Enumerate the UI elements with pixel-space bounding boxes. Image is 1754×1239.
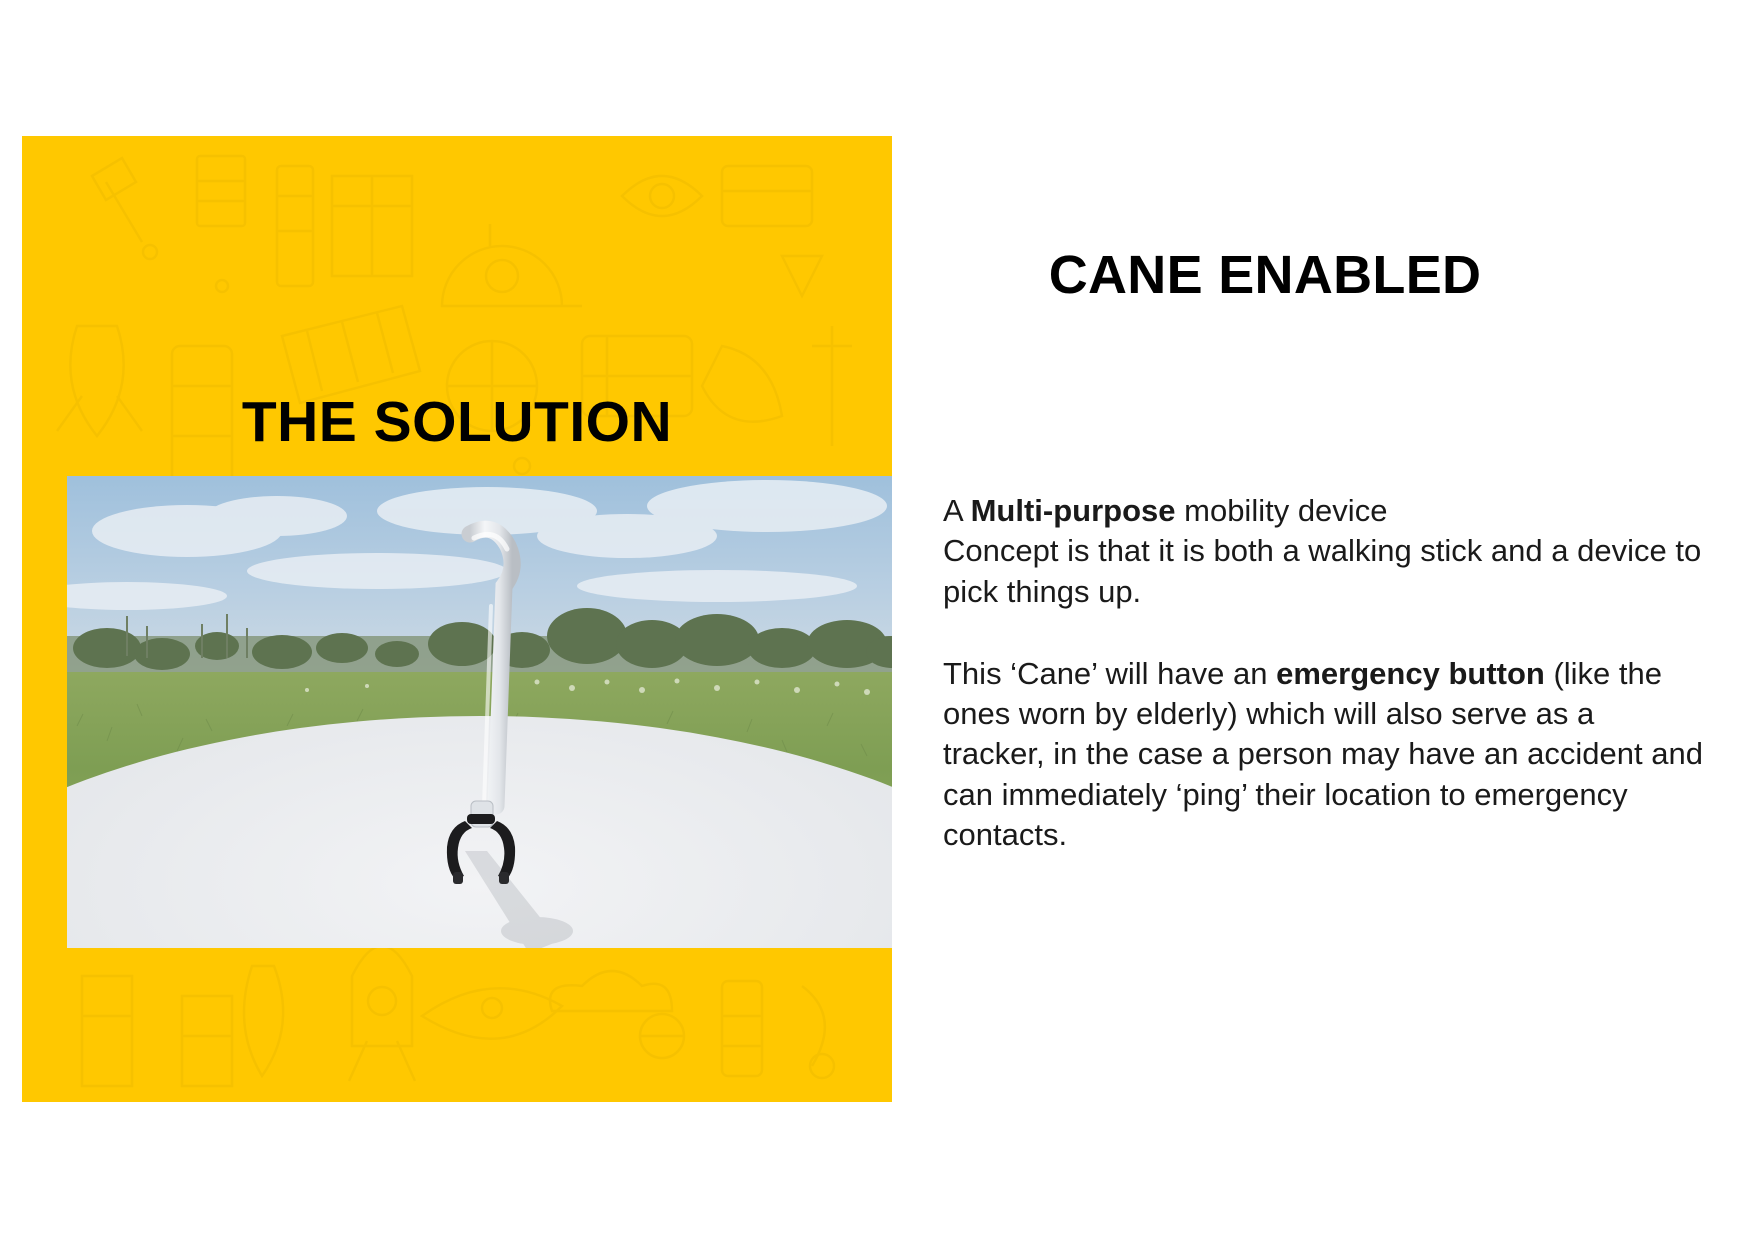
- right-content-column: [905, 136, 1735, 1102]
- text-a-prefix: A: [943, 493, 971, 528]
- cane-enabled-product-render: [67, 476, 892, 948]
- text-cane-prefix: This ‘Cane’ will have an: [943, 655, 1277, 691]
- text-tracker-description: (like the ones worn by elderly) which will also serve as a tracker, in the case a person may have an accident and can immediately ‘ping’ their location to emergency contacts.: [943, 655, 1703, 853]
- body-text-block: [943, 491, 1703, 855]
- paragraph-concept: Concept is that it is both a walking stick and a device to pick things up.: [943, 533, 1702, 609]
- left-panel-title: THE SOLUTION: [241, 390, 673, 454]
- right-panel-title: CANE ENABLED: [1048, 245, 1482, 305]
- paragraph-multi-purpose: [943, 491, 1703, 531]
- left-yellow-panel: [22, 136, 892, 1102]
- paragraph-spacer: [943, 612, 1703, 654]
- text-multi-purpose-bold: Multi-purpose: [970, 493, 1176, 528]
- text-mobility-device: mobility device: [1175, 493, 1388, 528]
- paragraph-emergency: [943, 654, 1703, 855]
- text-emergency-button-bold: emergency button: [1276, 655, 1545, 691]
